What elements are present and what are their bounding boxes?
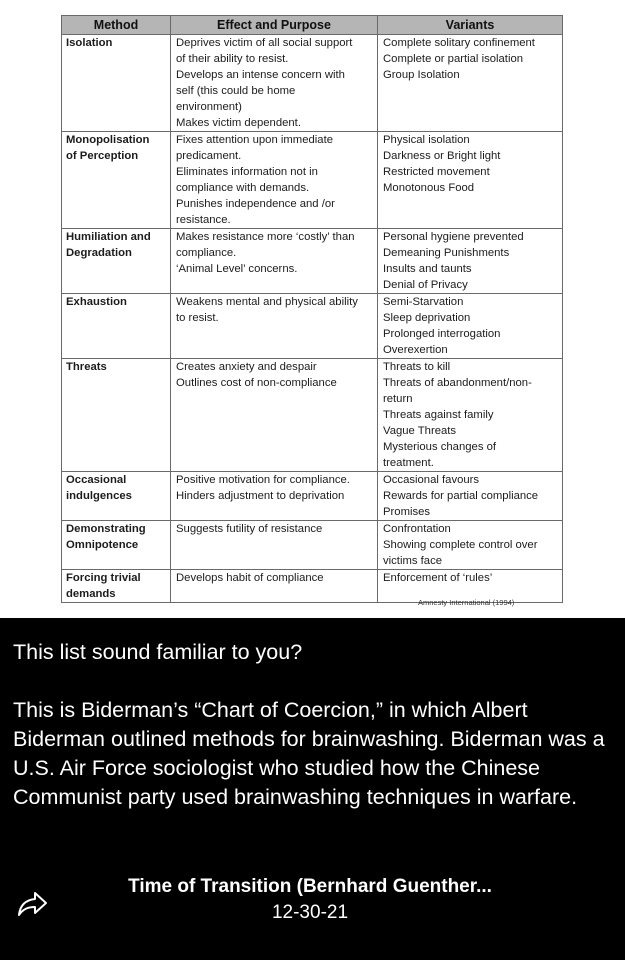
- effect-cell: Positive motivation for compliance. Hinders adjustment to deprivation: [171, 472, 378, 521]
- method-cell: Forcing trivial demands: [62, 570, 171, 603]
- effect-cell: Makes resistance more ‘costly’ than compliance. ‘Animal Level’ concerns.: [171, 229, 378, 294]
- variants-cell: Threats to kill Threats of abandonment/non- return Threats against family Vague Threats Mysterious changes of treatment.: [378, 359, 563, 472]
- table-row: [62, 472, 563, 521]
- link-title: Time of Transition (Bernhard Guenther...: [128, 876, 492, 897]
- effect-cell: Fixes attention upon immediate predicament. Eliminates information not in compliance with demands. Punishes independence and /or resistance.: [171, 132, 378, 229]
- header-variants: Variants: [378, 16, 563, 35]
- method-cell: Demonstrating Omnipotence: [62, 521, 171, 570]
- method-cell: Isolation: [62, 35, 171, 132]
- effect-cell: Develops habit of compliance: [171, 570, 378, 603]
- effect-cell: Creates anxiety and despair Outlines cost of non-compliance: [171, 359, 378, 472]
- method-cell: Monopolisation of Perception: [62, 132, 171, 229]
- effect-cell: Deprives victim of all social support of their ability to resist. Develops an intense concern with self (this could be home environment) Makes victim dependent.: [171, 35, 378, 132]
- method-cell: Occasional indulgences: [62, 472, 171, 521]
- variants-cell: Physical isolation Darkness or Bright light Restricted movement Monotonous Food: [378, 132, 563, 229]
- method-cell: Exhaustion: [62, 294, 171, 359]
- effect-cell: Suggests futility of resistance: [171, 521, 378, 570]
- caption-body: This is Biderman’s “Chart of Coercion,” in which Albert Biderman outlined methods for brainwashing. Biderman was a U.S. Air Force sociologist who studied how the Chinese Communist party used brainwashing techniques in warfare.: [13, 698, 605, 809]
- table-row: [62, 521, 563, 570]
- variants-cell: Occasional favours Rewards for partial compliance Promises: [378, 472, 563, 521]
- caption-question: This list sound familiar to you?: [13, 640, 303, 664]
- header-method: Method: [62, 16, 171, 35]
- variants-cell: Personal hygiene prevented Demeaning Punishments Insults and taunts Denial of Privacy: [378, 229, 563, 294]
- source-credit: Amnesty International (1994): [418, 598, 515, 607]
- shared-link[interactable]: [90, 874, 530, 926]
- share-icon[interactable]: [16, 886, 50, 920]
- coercion-table: [61, 15, 563, 603]
- variants-cell: Complete solitary confinement Complete or partial isolation Group Isolation: [378, 35, 563, 132]
- table-row: [62, 359, 563, 472]
- header-effect: Effect and Purpose: [171, 16, 378, 35]
- table-row: [62, 35, 563, 132]
- variants-cell: Confrontation Showing complete control over victims face: [378, 521, 563, 570]
- method-cell: Threats: [62, 359, 171, 472]
- table-row: [62, 294, 563, 359]
- link-date: 12-30-21: [271, 902, 349, 923]
- post-caption: [13, 638, 613, 812]
- variants-cell: Enforcement of ‘rules’: [378, 570, 563, 603]
- table-row: [62, 132, 563, 229]
- effect-cell: Weakens mental and physical ability to resist.: [171, 294, 378, 359]
- method-cell: Humiliation and Degradation: [62, 229, 171, 294]
- table-row: [62, 229, 563, 294]
- variants-cell: Semi-Starvation Sleep deprivation Prolonged interrogation Overexertion: [378, 294, 563, 359]
- table-header-row: [62, 16, 563, 35]
